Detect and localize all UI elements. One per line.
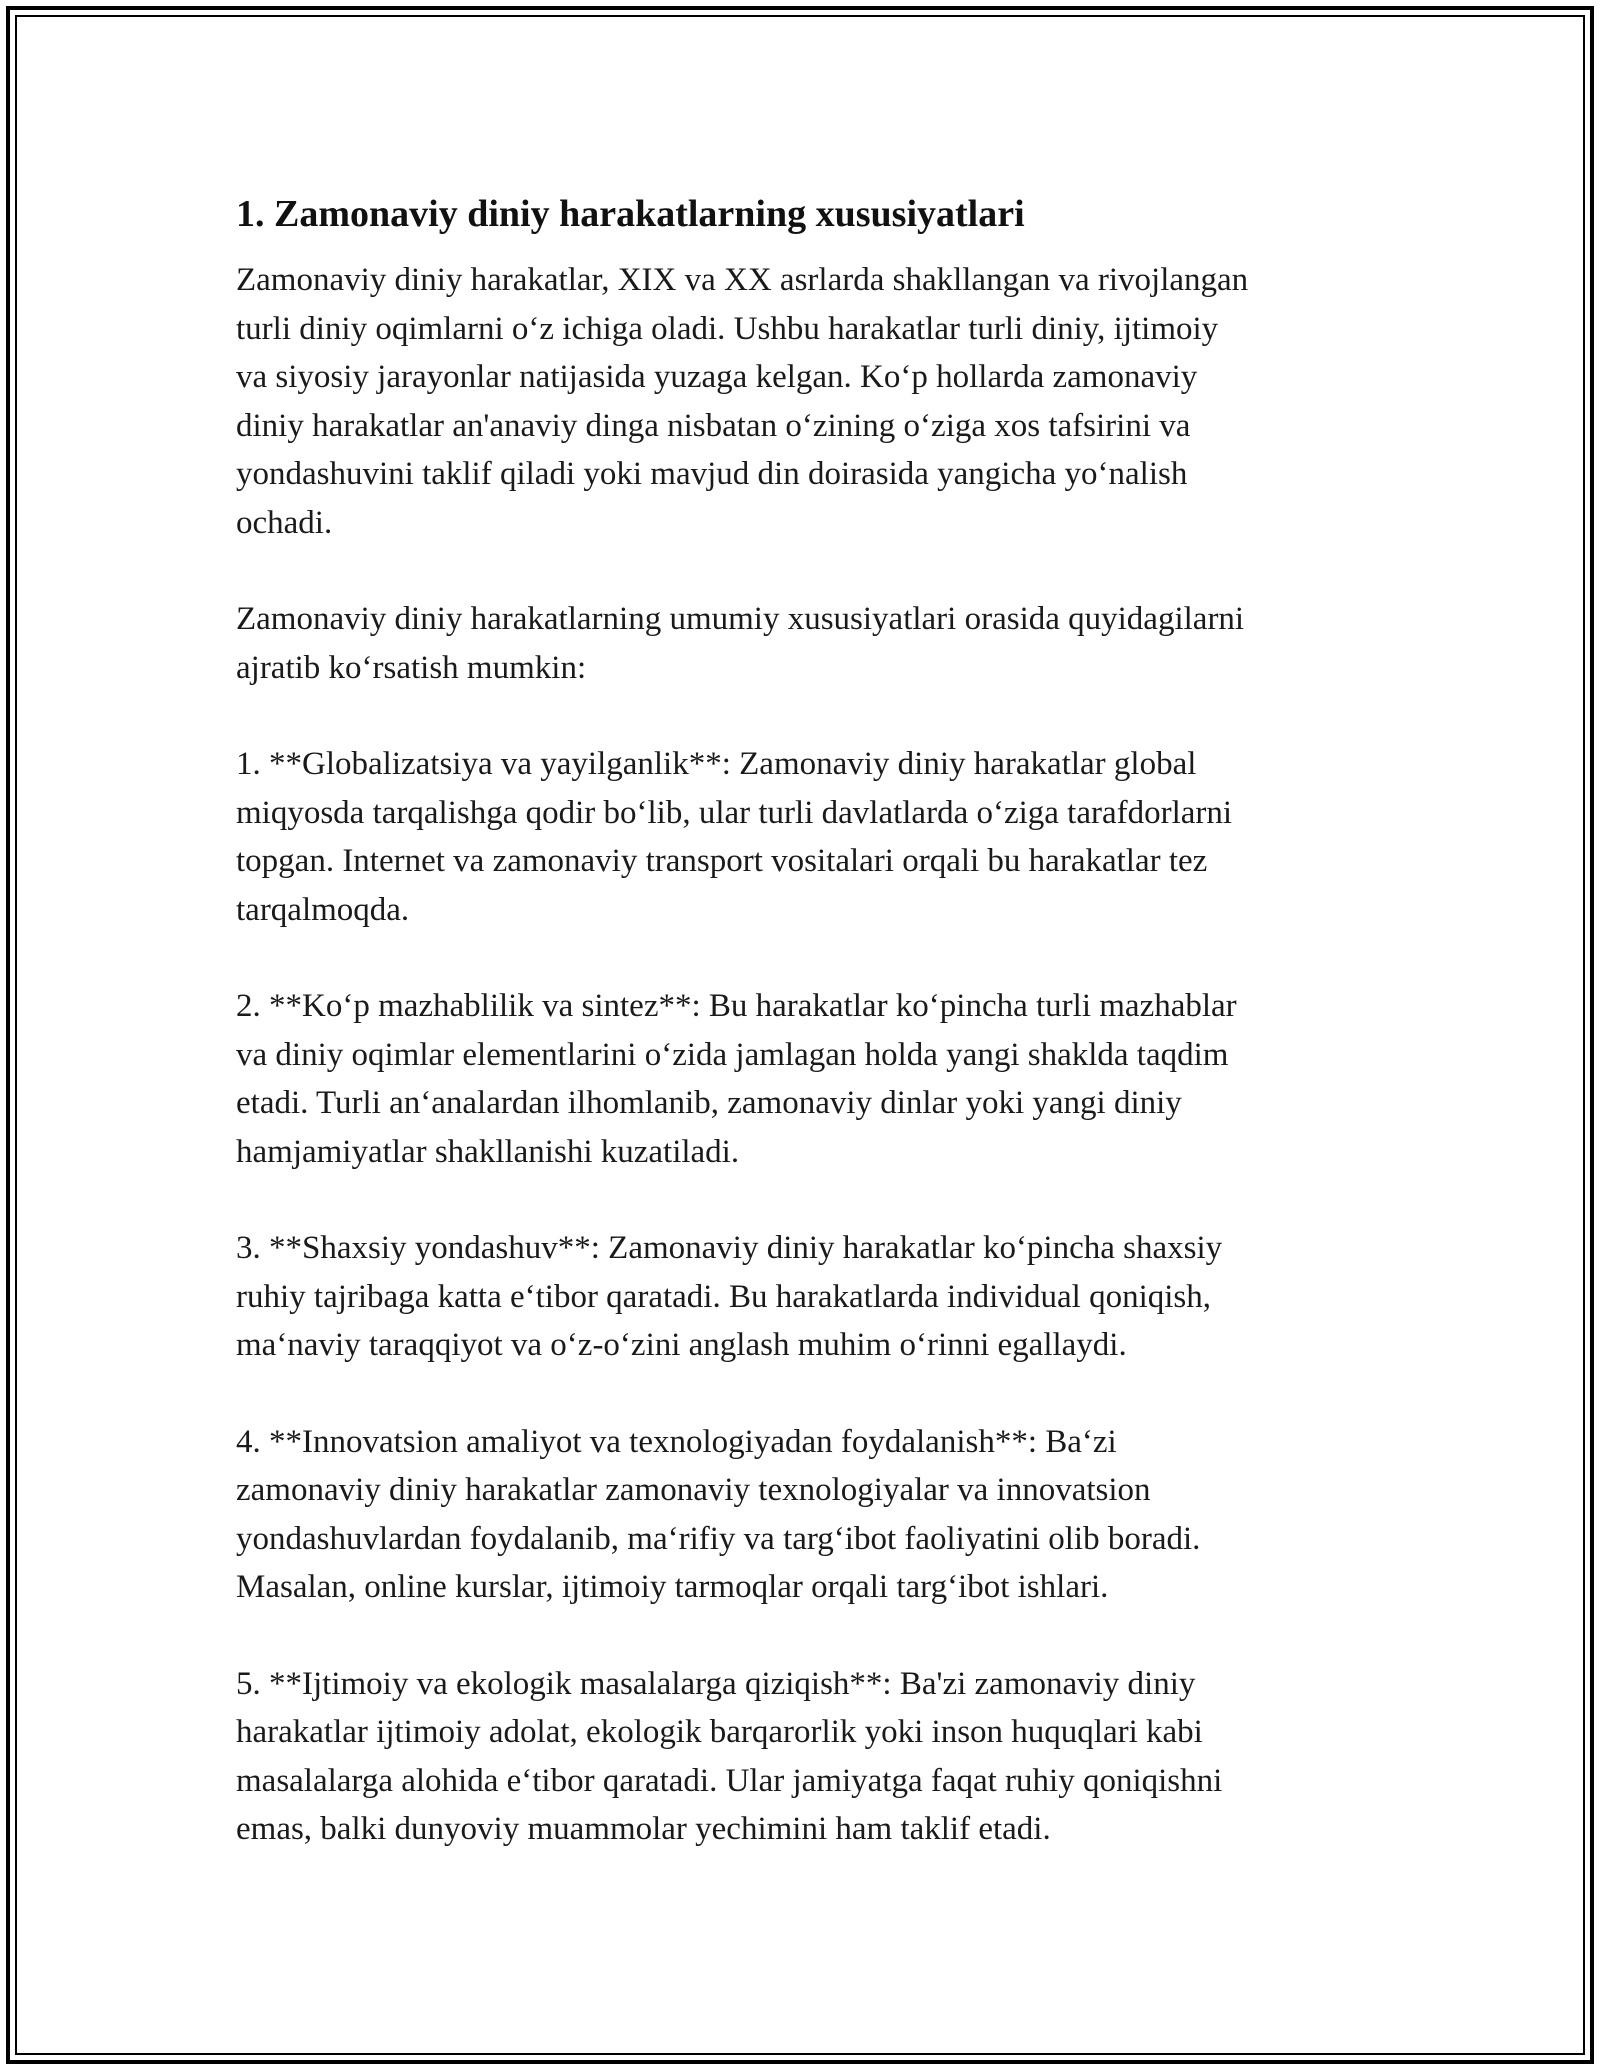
feature-item-globalization: 1. **Globalizatsiya va yayilganlik**: Zamonaviy diniy harakatlar global miqyosda tarqalishga qodir bo‘lib, ular turli davlatlarda o‘ziga tarafdorlarni topgan. Internet va zamonaviy transport vositalari orqali bu harakatlar tez tarqalmoqda. <box>236 746 1233 928</box>
section-heading: 1. Zamonaviy diniy harakatlarning xususiyatlari <box>236 193 1025 235</box>
feature-item-synthesis: 2. **Ko‘p mazhablilik va sintez**: Bu harakatlar ko‘pincha turli mazhablar va diniy oqimlar elementlarini o‘zida jamlagan holda yangi shaklda taqdim etadi. Turli an‘analardan ilhomlanib, zamonaviy dinlar yoki yangi diniy hamjamiyatlar shakllanishi kuzatiladi. <box>236 988 1237 1170</box>
feature-item-personal-approach: 3. **Shaxsiy yondashuv**: Zamonaviy diniy harakatlar ko‘pincha shaxsiy ruhiy tajribaga katta e‘tibor qaratadi. Bu harakatlarda individual qoniqish, ma‘naviy taraqqiyot va o‘z-o‘zini anglash muhim o‘rinni egallaydi. <box>236 1230 1223 1363</box>
intro-paragraph: Zamonaviy diniy harakatlar, XIX va XX asrlarda shakllangan va rivojlangan turli diniy oqimlarni o‘z ichiga oladi. Ushbu harakatlar turli diniy, ijtimoiy va siyosiy jarayonlar natijasida yuzaga kelgan. Ko‘p hollarda zamonaviy diniy harakatlar an'anaviy dinga nisbatan o‘zining o‘ziga xos tafsirini va yondashuvini taklif qiladi yoki mavjud din doirasida yangicha yo‘nalish ochadi. <box>236 262 1249 541</box>
document-body <box>236 186 1386 1854</box>
feature-item-innovation: 4. **Innovatsion amaliyot va texnologiyadan foydalanish**: Ba‘zi zamonaviy diniy harakatlar zamonaviy texnologiyalar va innovatsion yondashuvlardan foydalanib, ma‘rifiy va targ‘ibot faoliyatini olib boradi. Masalan, online kurslar, ijtimoiy tarmoqlar orqali targ‘ibot ishlari. <box>236 1423 1201 1605</box>
features-lead-paragraph: Zamonaviy diniy harakatlarning umumiy xususiyatlari orasida quyidagilarni ajratib ko‘rsatish mumkin: <box>236 601 1245 686</box>
feature-item-social-ecological: 5. **Ijtimoiy va ekologik masalalarga qiziqish**: Ba'zi zamonaviy diniy harakatlar ijtimoiy adolat, ekologik barqarorlik yoki inson huquqlari kabi masalalarga alohida e‘tibor qaratadi. Ular jamiyatga faqat ruhiy qoniqishni emas, balki dunyoviy muammolar yechimini ham taklif etadi. <box>236 1665 1223 1847</box>
